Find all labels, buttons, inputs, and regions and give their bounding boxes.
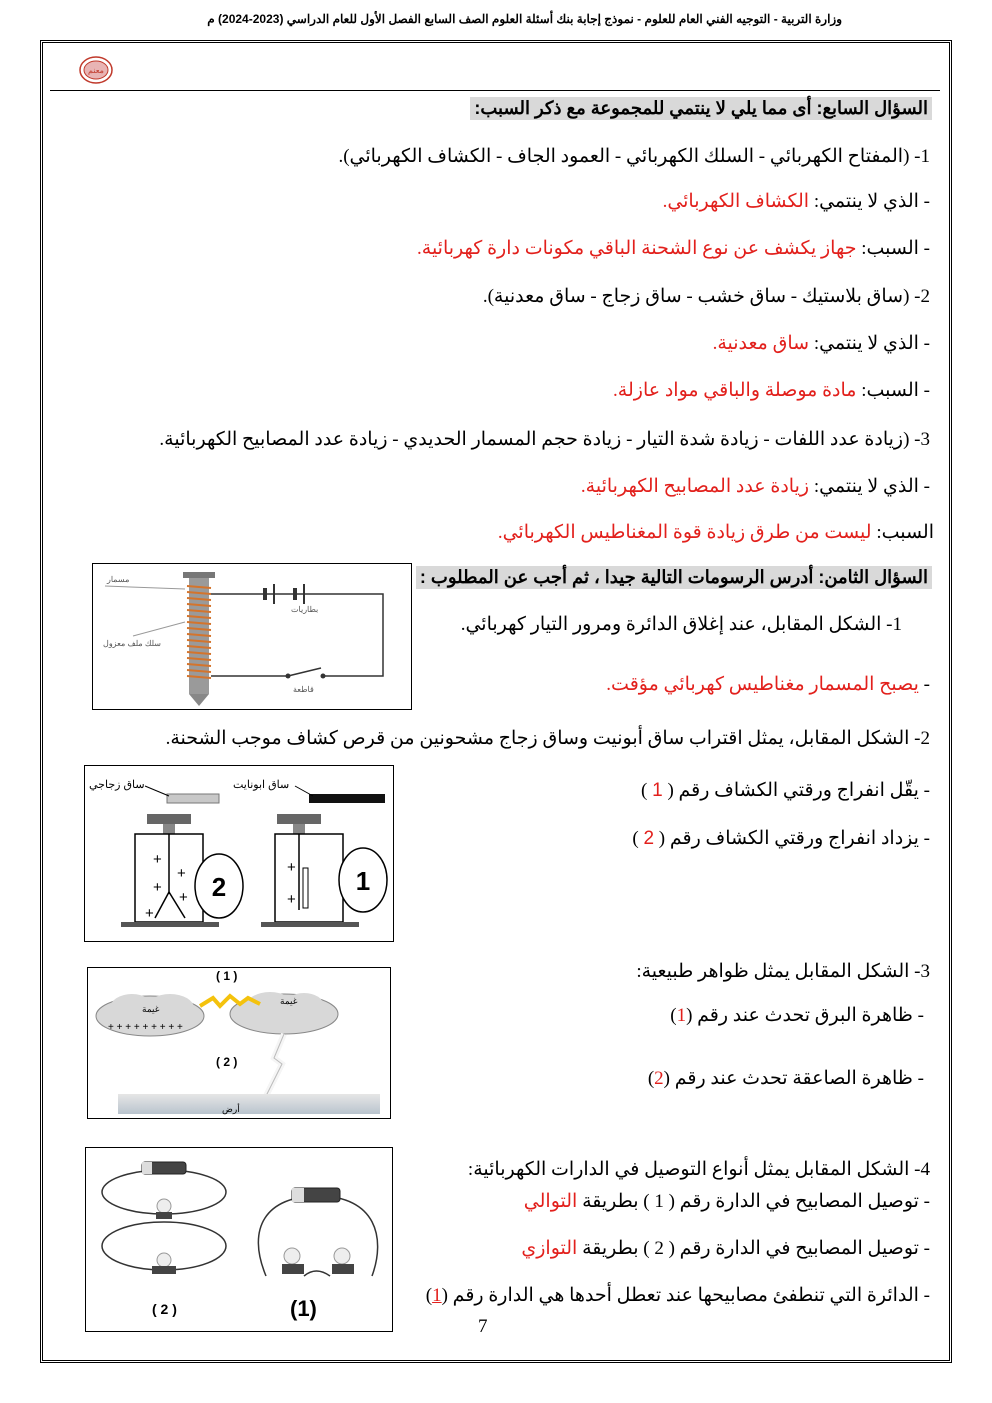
circuits-figure [85, 1147, 393, 1332]
q7-item3-odd: - الذي لا ينتمي: زيادة عدد المصابيح الكهربائية. [580, 476, 930, 497]
svg-text:+: + [153, 879, 162, 896]
svg-text:+: + [145, 905, 154, 922]
q8-part2-question: 2- الشكل المقابل، يمثل اقتراب ساق أبونيت وساق زجاج مشحونين من قرص كشاف موجب الشحنة. [165, 728, 930, 749]
electromagnet-figure [92, 563, 412, 710]
electroscope-num-2: 2 [211, 872, 227, 902]
q8-part4-line1: - توصيل المصابيح في الدارة رقم ( 1 ) بطريقة التوالي [523, 1191, 930, 1212]
svg-text:+: + [179, 889, 188, 906]
cloud-right-label: غيمة [280, 996, 298, 1006]
label-wire: سلك ملف معزول [103, 639, 161, 648]
page-number: 7 [478, 1316, 488, 1337]
electroscope-figure [84, 765, 394, 942]
svg-text:+: + [153, 851, 162, 868]
header-divider [50, 90, 940, 91]
q8-part4-line2: - توصيل المصابيح في الدارة رقم ( 2 ) بطريقة التوازي [521, 1238, 930, 1259]
label-battery: بطاريات [291, 605, 319, 614]
electroscope-num-1: 1 [355, 866, 371, 896]
q8-part3-question: 3- الشكل المقابل يمثل ظواهر طبيعية: [636, 961, 930, 982]
q7-item2-question: 2- (ساق بلاستيك - ساق خشب - ساق زجاج - ساق معدنية). [482, 286, 930, 307]
page-header: وزارة التربية - التوجيه الفني العام للعلوم - نموذج إجابة بنك أسئلة العلوم الصف السابع الفصل الأول للعام الدراسي (2023-2024) م [207, 12, 842, 26]
circuit-label-1: (1) [290, 1296, 317, 1321]
q7-item2-reason: - السبب: مادة موصلة والباقي مواد عازلة. [613, 380, 930, 401]
label-switch: قاطعة [293, 685, 314, 694]
q8-part4-question: 4- الشكل المقابل يمثل أنواع التوصيل في الدارات الكهربائية: [467, 1159, 930, 1180]
svg-text:+ + + + + + + + +: + + + + + + + + + [108, 1022, 183, 1033]
q8-part3-line2: - ظاهرة الصاعقة تحدث عند رقم (2) [647, 1068, 924, 1089]
ministry-logo [78, 55, 114, 85]
q7-item3-reason: السبب: ليست من طرق زيادة قوة المغناطيس الكهربائي. [497, 522, 934, 543]
q8-title: السؤال الثامن: أدرس الرسومات التالية جيدا ، ثم أجب عن المطلوب : [416, 566, 932, 589]
q7-item2-odd: - الذي لا ينتمي: ساق معدنية. [712, 333, 930, 354]
label-nail: مسمار [107, 575, 130, 584]
q8-part3-line1: - ظاهرة البرق تحدث عند رقم (1) [670, 1005, 924, 1026]
q7-item1-odd: - الذي لا ينتمي: الكشاف الكهربائي. [662, 191, 930, 212]
ground-label: أرض [222, 1104, 240, 1114]
q7-item1-reason: - السبب: جهاز يكشف عن نوع الشحنة الباقي مكونات دارة كهربائية. [417, 238, 930, 259]
ebonite-rod [309, 794, 385, 803]
q7-item1-question: 1- (المفتاح الكهربائي - السلك الكهربائي - العمود الجاف - الكشاف الكهربائي). [338, 146, 930, 167]
logo-text: معنم [88, 66, 104, 75]
q8-part1-answer: - يصبح المسمار مغناطيس كهربائي مؤقت. [606, 674, 930, 695]
lightning-figure [87, 967, 391, 1119]
q8-part2-line2: - يزداد انفراج ورقتي الكشاف رقم ( 2 ) [632, 828, 930, 849]
fig3-label-2: ( 2 ) [216, 1055, 238, 1069]
circuit-label-2: ( 2 ) [152, 1301, 177, 1317]
q8-part1-question: 1- الشكل المقابل، عند إغلاق الدائرة ومرور التيار كهربائي. [460, 614, 902, 635]
fig3-label-1: ( 1 ) [216, 969, 238, 983]
label-ebonite-rod: ساق ابونايت [233, 779, 290, 791]
q7-item3-question: 3- (زيادة عدد اللفات - زيادة شدة التيار - زيادة حجم المسمار الحديدي - زيادة عدد المصابيح الكهربائية. [159, 429, 930, 450]
q7-title: السؤال السابع: أى مما يلي لا ينتمي للمجموعة مع ذكر السبب: [470, 97, 932, 120]
q8-part2-line1: - يقّل انفراج ورقتي الكشاف رقم ( 1 ) [641, 780, 930, 801]
label-glass-rod: ساق زجاجي [89, 779, 145, 791]
svg-text:+: + [177, 865, 186, 882]
cloud-left-label: غيمة [142, 1004, 160, 1014]
svg-text:+: + [287, 859, 296, 876]
glass-rod [167, 794, 219, 803]
svg-text:+: + [287, 891, 296, 908]
q8-part4-line3: - الدائرة التي تنطفئ مصابيحها عند تعطل أحدها هي الدارة رقم (1) [425, 1285, 930, 1306]
